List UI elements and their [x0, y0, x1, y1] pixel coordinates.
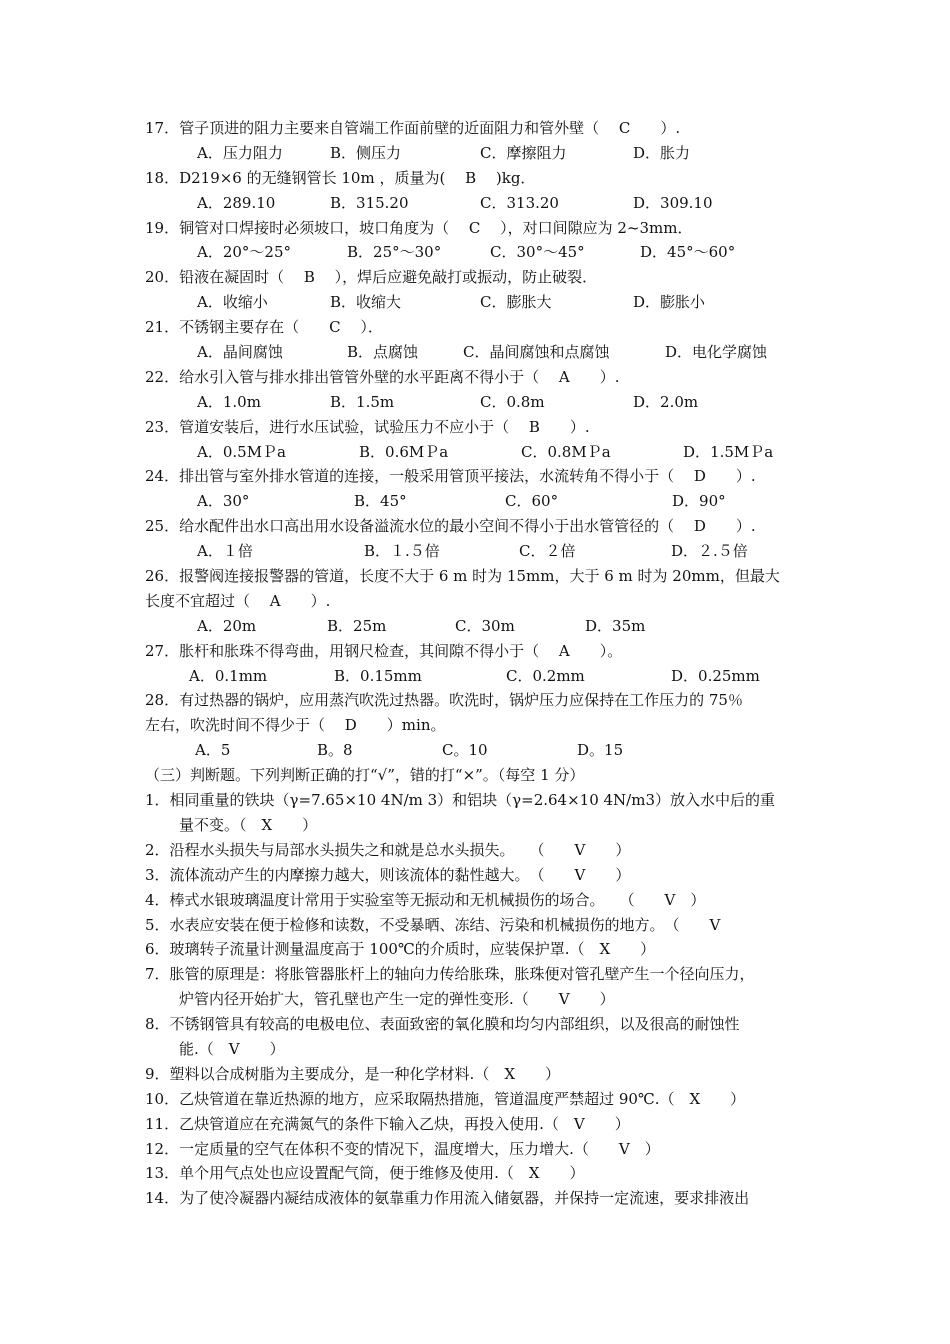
- question-26-line-1: 26．报警阀连接报警器的管道，长度不大于 6 m 时为 15mm，大于 6 m 时为 20mm，但最大: [145, 567, 780, 586]
- option-a: A．289.10: [197, 193, 276, 212]
- question-18-options: [145, 191, 810, 216]
- question-20-options: [145, 290, 810, 315]
- option-a: A．0.1mm: [189, 666, 268, 685]
- question-23-options: [145, 440, 810, 465]
- tf-question-1-line-1: 1．相同重量的铁块（γ=7.65×10 4N/m 3）和铝块（γ=2.64×10 4N/m3）放入水中后的重: [145, 791, 776, 810]
- question-24: 24．排出管与室外排水管道的连接，一般采用管顶平接法，水流转角不得小于（ D ）.: [145, 467, 756, 486]
- option-d: D．35m: [585, 616, 646, 635]
- tf-question-14: 14．为了使冷凝器内凝结成液体的氨靠重力作用流入储氨器，并保持一定流速，要求排液出: [145, 1189, 750, 1208]
- question-27-options: [145, 664, 810, 689]
- tf-question-12: 12．一定质量的空气在体积不变的情况下，温度增大，压力增大.（ V ）: [145, 1139, 660, 1158]
- option-a: A．20°～25°: [197, 243, 292, 262]
- question-17: 17．管子顶进的阻力主要来自管端工作面前壁的近面阻力和管外壁（ C ）.: [145, 119, 681, 137]
- option-d: D．90°: [672, 492, 726, 511]
- option-c: C。10: [442, 741, 488, 760]
- tf-question-13: 13．单个用气点处也应设置配气筒，便于维修及使用.（ X ）: [145, 1164, 585, 1183]
- question-25: 25．给水配件出水口高出用水设备溢流水位的最小空间不得小于出水管管径的（ D ）.: [145, 517, 756, 536]
- option-b: B．侧压力: [330, 143, 402, 162]
- question-22: 22．给水引入管与排水排出管管外壁的水平距离不得小于（ A ）.: [145, 367, 620, 386]
- option-c: C．60°: [505, 492, 559, 511]
- question-28-line-2: 左右，吹洗时间不得少于（ D ）min。: [145, 716, 446, 735]
- option-a: A．5: [195, 741, 231, 760]
- option-b: B．0.6MＰa: [359, 442, 449, 461]
- question-27: 27．胀杆和胀珠不得弯曲，用钢尺检查，其间隙不得小于（ A ）。: [145, 641, 623, 660]
- question-22-options: [145, 390, 810, 415]
- question-23: 23．管道安装后，进行水压试验，试验压力不应小于（ B ）.: [145, 417, 590, 436]
- option-c: C．0.8MＰa: [521, 442, 611, 461]
- tf-question-4: 4．棒式水银玻璃温度计常用于实验室等无振动和无机械损伤的场合。 （ V ）: [145, 890, 706, 909]
- option-c: C．313.20: [480, 193, 559, 212]
- tf-question-10: 10．乙炔管道在靠近热源的地方，应采取隔热措施，管道温度严禁超过 90℃.（ X ）: [145, 1089, 746, 1108]
- option-b: B．收缩大: [330, 293, 402, 312]
- option-b: B．315.20: [330, 193, 409, 212]
- option-d: D．电化学腐蚀: [665, 343, 768, 362]
- option-a: A．30°: [197, 492, 250, 511]
- option-d: D．2.0m: [633, 392, 699, 411]
- option-d: D。15: [577, 741, 624, 760]
- option-a: A．晶间腐蚀: [197, 343, 283, 362]
- question-24-options: [145, 489, 810, 514]
- option-b: B．点腐蚀: [347, 343, 419, 362]
- option-b: B．１.５倍: [364, 542, 440, 561]
- option-b: B．45°: [354, 492, 407, 511]
- option-d: D．２.５倍: [671, 542, 748, 561]
- tf-question-1-line-2: 量不变。（ X ）: [179, 815, 318, 834]
- option-b: B。8: [317, 741, 353, 760]
- tf-question-3: 3．流体流动产生的内摩擦力越大，则该流体的黏性越大。 （ V ）: [145, 865, 631, 884]
- option-d: D．0.25mm: [671, 666, 760, 685]
- option-a: A．20m: [197, 616, 257, 635]
- option-c: C．膨胀大: [480, 293, 552, 312]
- option-c: C．0.2mm: [506, 666, 585, 685]
- tf-question-8-line-2: 能.（ V ）: [179, 1039, 285, 1058]
- option-d: D．309.10: [633, 193, 713, 212]
- option-a: A．１倍: [197, 542, 253, 561]
- question-28-options: [145, 738, 810, 763]
- option-c: C．２倍: [519, 542, 576, 561]
- tf-question-7-line-2: 炉管内径开始扩大，管孔壁也产生一定的弹性变形.（ V ）: [179, 990, 615, 1009]
- question-17-options: [145, 141, 810, 166]
- option-c: C．0.8m: [480, 392, 545, 411]
- tf-question-2: 2．沿程水头损失与局部水头损失之和就是总水头损失。 （ V ）: [145, 840, 631, 859]
- question-26-line-2: 长度不宜超过（ A ）.: [145, 591, 331, 610]
- option-d: D．胀力: [633, 143, 691, 162]
- option-b: B．0.15mm: [334, 666, 422, 685]
- option-b: B．25°～30°: [347, 243, 442, 262]
- exam-content: [145, 116, 810, 1211]
- option-c: C．30°～45°: [490, 243, 585, 262]
- question-26-options: [145, 614, 810, 639]
- option-d: D．1.5MＰa: [683, 442, 774, 461]
- question-25-options: [145, 539, 810, 564]
- question-21: 21．不锈钢主要存在（ C ）．: [145, 318, 383, 337]
- tf-question-8-line-1: 8．不锈钢管具有较高的电极电位、表面致密的氧化膜和均匀内部组织，以及很高的耐蚀性: [145, 1015, 740, 1034]
- option-a: A．收缩小: [197, 293, 268, 312]
- option-b: B．1.5m: [330, 392, 395, 411]
- option-d: D．45°～60°: [640, 243, 736, 262]
- option-a: A．1.0m: [197, 392, 261, 411]
- option-d: D．膨胀小: [633, 293, 706, 312]
- option-c: C．晶间腐蚀和点腐蚀: [463, 343, 610, 362]
- question-18: 18．D219×6 的无缝钢管长 10m ，质量为( B )kg．: [145, 168, 536, 187]
- section-title: （三）判断题。下列判断正确的打“√”，错的打“×”。（每空 1 分）: [145, 766, 585, 785]
- question-20: 20．铅液在凝固时（ B ），焊后应避免敲打或振动，防止破裂．: [145, 268, 598, 287]
- option-c: C．摩擦阻力: [480, 143, 567, 162]
- question-21-options: [145, 340, 810, 365]
- option-a: A．0.5MＰa: [197, 442, 286, 461]
- tf-question-7-line-1: 7．胀管的原理是：将胀管器胀杆上的轴向力传给胀珠，胀珠便对管孔壁产生一个径向压力，: [145, 965, 755, 984]
- question-28-line-1: 28．有过热器的锅炉，应用蒸汽吹洗过热器。吹洗时，锅炉压力应保持在工作压力的 75％: [145, 691, 743, 710]
- tf-question-5: 5．水表应安装在便于检修和读数，不受暴晒、冻结、污染和机械损伤的地方。 （ V: [145, 915, 721, 934]
- option-b: B．25m: [327, 616, 387, 635]
- option-c: C．30m: [455, 616, 515, 635]
- question-19: 19．铜管对口焊接时必须坡口，坡口角度为（ C ），对口间隙应为 2~3mm．: [145, 218, 693, 237]
- tf-question-9: 9．塑料以合成树脂为主要成分，是一种化学材料.（ X ）: [145, 1064, 560, 1083]
- option-a: A．压力阻力: [197, 143, 283, 162]
- tf-question-11: 11．乙炔管道应在充满氮气的条件下输入乙炔，再投入使用.（ V ）: [145, 1114, 630, 1133]
- question-19-options: [145, 240, 810, 265]
- tf-question-6: 6．玻璃转子流量计测量温度高于 100℃的介质时，应装保护罩.（ X ）: [145, 940, 656, 959]
